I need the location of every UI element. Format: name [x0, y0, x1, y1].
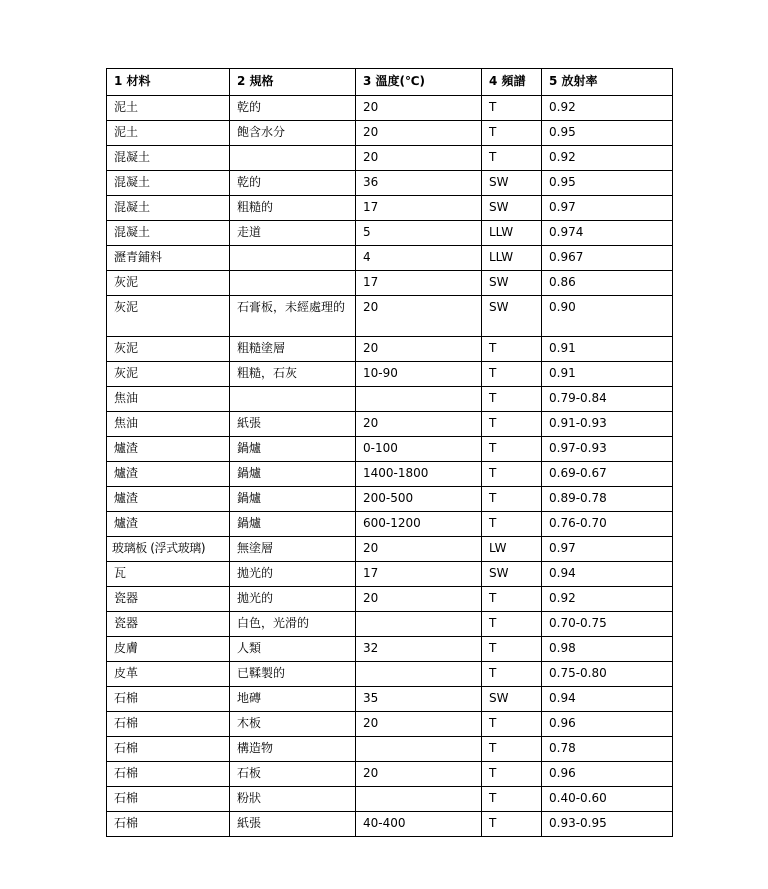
- cell-emissivity: 0.75-0.80: [542, 662, 673, 687]
- cell-emissivity: 0.92: [542, 587, 673, 612]
- table-row: [107, 412, 673, 437]
- cell-spec: [230, 246, 356, 271]
- header-emissivity: 5 放射率: [542, 69, 673, 96]
- cell-temperature: [356, 787, 482, 812]
- cell-temperature: [356, 662, 482, 687]
- cell-spec: 乾的: [230, 96, 356, 121]
- cell-spectrum: SW: [482, 296, 542, 337]
- cell-spec: [230, 387, 356, 412]
- cell-emissivity: 0.974: [542, 221, 673, 246]
- cell-spec: 已鞣製的: [230, 662, 356, 687]
- cell-spec: 鍋爐: [230, 512, 356, 537]
- cell-spectrum: T: [482, 812, 542, 837]
- cell-spectrum: T: [482, 96, 542, 121]
- cell-spectrum: SW: [482, 562, 542, 587]
- cell-spec: 飽含水分: [230, 121, 356, 146]
- cell-spec: 鍋爐: [230, 462, 356, 487]
- cell-spectrum: T: [482, 387, 542, 412]
- cell-spec: [230, 271, 356, 296]
- cell-material: 混凝土: [107, 221, 230, 246]
- cell-spectrum: SW: [482, 687, 542, 712]
- cell-spec: 粗糙的: [230, 196, 356, 221]
- cell-material: 泥土: [107, 96, 230, 121]
- cell-spec: 拋光的: [230, 562, 356, 587]
- cell-emissivity: 0.89-0.78: [542, 487, 673, 512]
- cell-emissivity: 0.69-0.67: [542, 462, 673, 487]
- cell-material: 混凝土: [107, 196, 230, 221]
- cell-material: 灰泥: [107, 337, 230, 362]
- table-row: [107, 296, 673, 337]
- cell-material: 混凝土: [107, 171, 230, 196]
- cell-material: 石棉: [107, 712, 230, 737]
- table-row: [107, 637, 673, 662]
- cell-spectrum: SW: [482, 171, 542, 196]
- cell-temperature: 17: [356, 196, 482, 221]
- cell-temperature: 20: [356, 712, 482, 737]
- cell-temperature: 0-100: [356, 437, 482, 462]
- cell-temperature: 20: [356, 146, 482, 171]
- cell-material: 焦油: [107, 412, 230, 437]
- cell-material: 爐渣: [107, 512, 230, 537]
- table-row: [107, 687, 673, 712]
- cell-spec: 紙張: [230, 412, 356, 437]
- cell-material: 石棉: [107, 787, 230, 812]
- cell-spectrum: T: [482, 612, 542, 637]
- table-row: [107, 271, 673, 296]
- cell-spectrum: T: [482, 762, 542, 787]
- cell-spectrum: T: [482, 337, 542, 362]
- cell-temperature: 20: [356, 537, 482, 562]
- table-row: [107, 362, 673, 387]
- cell-emissivity: 0.92: [542, 146, 673, 171]
- cell-material: 石棉: [107, 762, 230, 787]
- table-row: [107, 512, 673, 537]
- table-row: [107, 562, 673, 587]
- cell-emissivity: 0.93-0.95: [542, 812, 673, 837]
- cell-spec: 鍋爐: [230, 437, 356, 462]
- cell-emissivity: 0.94: [542, 687, 673, 712]
- cell-emissivity: 0.97: [542, 196, 673, 221]
- cell-material: 皮膚: [107, 637, 230, 662]
- table-row: [107, 537, 673, 562]
- cell-emissivity: 0.86: [542, 271, 673, 296]
- cell-temperature: [356, 387, 482, 412]
- cell-temperature: 200-500: [356, 487, 482, 512]
- table-row: [107, 462, 673, 487]
- cell-spec: 鍋爐: [230, 487, 356, 512]
- header-spec: 2 規格: [230, 69, 356, 96]
- cell-spectrum: T: [482, 462, 542, 487]
- cell-material: 瓷器: [107, 587, 230, 612]
- cell-temperature: 40-400: [356, 812, 482, 837]
- table-row: [107, 387, 673, 412]
- cell-spectrum: T: [482, 712, 542, 737]
- cell-material: 皮革: [107, 662, 230, 687]
- cell-emissivity: 0.40-0.60: [542, 787, 673, 812]
- cell-temperature: 20: [356, 587, 482, 612]
- cell-spec: 木板: [230, 712, 356, 737]
- cell-spectrum: T: [482, 587, 542, 612]
- cell-emissivity: 0.91-0.93: [542, 412, 673, 437]
- cell-spectrum: T: [482, 512, 542, 537]
- cell-emissivity: 0.94: [542, 562, 673, 587]
- emissivity-table: [106, 68, 673, 837]
- table-row: [107, 437, 673, 462]
- cell-emissivity: 0.97-0.93: [542, 437, 673, 462]
- cell-temperature: 5: [356, 221, 482, 246]
- cell-temperature: 10-90: [356, 362, 482, 387]
- table-row: [107, 337, 673, 362]
- cell-temperature: 32: [356, 637, 482, 662]
- table-row: [107, 487, 673, 512]
- table-row: [107, 612, 673, 637]
- table-row: [107, 737, 673, 762]
- cell-temperature: 20: [356, 762, 482, 787]
- header-temperature: 3 溫度(℃): [356, 69, 482, 96]
- cell-emissivity: 0.91: [542, 337, 673, 362]
- cell-spec: 構造物: [230, 737, 356, 762]
- cell-temperature: 20: [356, 296, 482, 337]
- cell-emissivity: 0.95: [542, 121, 673, 146]
- cell-emissivity: 0.91: [542, 362, 673, 387]
- cell-spectrum: T: [482, 437, 542, 462]
- table-row: [107, 171, 673, 196]
- cell-temperature: 17: [356, 271, 482, 296]
- cell-temperature: 35: [356, 687, 482, 712]
- table-row: [107, 812, 673, 837]
- cell-spec: 粉狀: [230, 787, 356, 812]
- cell-spectrum: SW: [482, 271, 542, 296]
- cell-spec: 石板: [230, 762, 356, 787]
- table-row: [107, 221, 673, 246]
- cell-spec: 地磚: [230, 687, 356, 712]
- cell-temperature: 17: [356, 562, 482, 587]
- cell-material: 石棉: [107, 687, 230, 712]
- cell-material: 泥土: [107, 121, 230, 146]
- cell-emissivity: 0.967: [542, 246, 673, 271]
- cell-spectrum: T: [482, 412, 542, 437]
- cell-spec: 人類: [230, 637, 356, 662]
- cell-emissivity: 0.96: [542, 712, 673, 737]
- cell-spec: 粗糙塗層: [230, 337, 356, 362]
- table-row: [107, 762, 673, 787]
- cell-material: 爐渣: [107, 487, 230, 512]
- cell-spec: 走道: [230, 221, 356, 246]
- cell-material: 瓦: [107, 562, 230, 587]
- cell-emissivity: 0.98: [542, 637, 673, 662]
- cell-temperature: 36: [356, 171, 482, 196]
- cell-spectrum: T: [482, 487, 542, 512]
- cell-temperature: 20: [356, 96, 482, 121]
- cell-spectrum: LLW: [482, 221, 542, 246]
- cell-emissivity: 0.78: [542, 737, 673, 762]
- table-row: [107, 246, 673, 271]
- table-row: [107, 196, 673, 221]
- cell-material: 玻璃板 (浮式玻璃): [107, 537, 230, 562]
- table-row: [107, 662, 673, 687]
- cell-material: 石棉: [107, 737, 230, 762]
- cell-spec: 紙張: [230, 812, 356, 837]
- cell-emissivity: 0.97: [542, 537, 673, 562]
- cell-temperature: 600-1200: [356, 512, 482, 537]
- cell-temperature: 20: [356, 121, 482, 146]
- cell-material: 混凝土: [107, 146, 230, 171]
- table-row: [107, 787, 673, 812]
- cell-material: 瀝青鋪料: [107, 246, 230, 271]
- cell-temperature: 20: [356, 337, 482, 362]
- table-row: [107, 96, 673, 121]
- table-row: [107, 587, 673, 612]
- cell-material: 灰泥: [107, 296, 230, 337]
- cell-temperature: 4: [356, 246, 482, 271]
- cell-spectrum: LLW: [482, 246, 542, 271]
- cell-spec: 石膏板，未經處理的: [230, 296, 356, 337]
- cell-spectrum: T: [482, 146, 542, 171]
- header-material: 1 材料: [107, 69, 230, 96]
- cell-temperature: [356, 737, 482, 762]
- cell-spectrum: SW: [482, 196, 542, 221]
- cell-material: 灰泥: [107, 271, 230, 296]
- cell-temperature: 1400-1800: [356, 462, 482, 487]
- table-row: [107, 712, 673, 737]
- cell-emissivity: 0.92: [542, 96, 673, 121]
- cell-material: 瓷器: [107, 612, 230, 637]
- cell-material: 爐渣: [107, 437, 230, 462]
- cell-spectrum: T: [482, 637, 542, 662]
- cell-spectrum: T: [482, 787, 542, 812]
- header-row: [107, 69, 673, 96]
- cell-emissivity: 0.79-0.84: [542, 387, 673, 412]
- cell-emissivity: 0.96: [542, 762, 673, 787]
- cell-emissivity: 0.70-0.75: [542, 612, 673, 637]
- cell-temperature: 20: [356, 412, 482, 437]
- cell-temperature: [356, 612, 482, 637]
- cell-spectrum: T: [482, 362, 542, 387]
- table-row: [107, 146, 673, 171]
- table-row: [107, 121, 673, 146]
- cell-spectrum: T: [482, 662, 542, 687]
- cell-material: 灰泥: [107, 362, 230, 387]
- cell-emissivity: 0.76-0.70: [542, 512, 673, 537]
- cell-spec: 無塗層: [230, 537, 356, 562]
- cell-spec: 拋光的: [230, 587, 356, 612]
- cell-emissivity: 0.95: [542, 171, 673, 196]
- table-body: [107, 96, 673, 837]
- cell-emissivity: 0.90: [542, 296, 673, 337]
- cell-spectrum: T: [482, 737, 542, 762]
- header-spectrum: 4 頻譜: [482, 69, 542, 96]
- cell-spectrum: LW: [482, 537, 542, 562]
- cell-material: 石棉: [107, 812, 230, 837]
- cell-material: 焦油: [107, 387, 230, 412]
- cell-spec: 粗糙，石灰: [230, 362, 356, 387]
- cell-spec: [230, 146, 356, 171]
- cell-material: 爐渣: [107, 462, 230, 487]
- cell-spec: 白色，光滑的: [230, 612, 356, 637]
- cell-spectrum: T: [482, 121, 542, 146]
- cell-spec: 乾的: [230, 171, 356, 196]
